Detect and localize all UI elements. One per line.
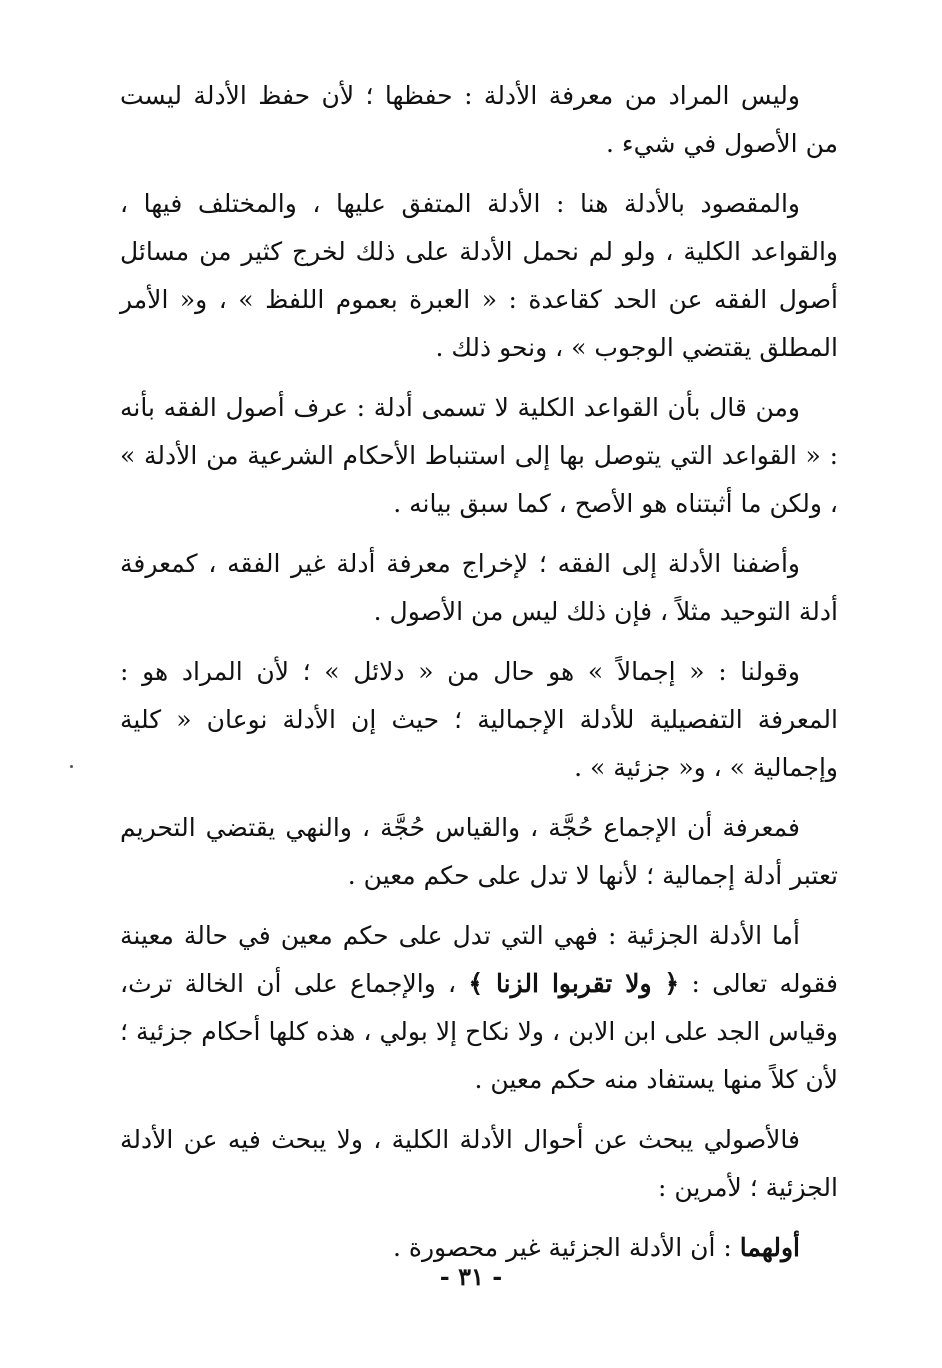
body-text xyxy=(120,72,838,1284)
quran-verse: ﴿ ولا تقربوا الزنا ﴾ xyxy=(468,969,680,998)
paragraph-8: فالأصولي يبحث عن أحوال الأدلة الكلية ، ولا يبحث فيه عن الأدلة الجزئية ؛ لأمرين : xyxy=(120,1125,838,1202)
paragraph-6: فمعرفة أن الإجماع حُجَّة ، والقياس حُجَّة ، والنهي يقتضي التحريم تعتبر أدلة إجمالية ؛ لأنها لا تدل على حكم معين . xyxy=(120,813,838,890)
first-reason-text: : أن الأدلة الجزئية غير محصورة . xyxy=(392,1233,732,1262)
margin-speck xyxy=(70,765,73,768)
paragraph-5: وقولنا : « إجمالاً » هو حال من « دلائل » ؛ لأن المراد هو : المعرفة التفصيلية للأدلة الإجمالية ؛ حيث إن الأدلة نوعان « كلية وإجمالية » ، و« جزئية » . xyxy=(120,657,838,782)
page-number: - ٣١ - xyxy=(439,1262,503,1291)
paragraph-4: وأضفنا الأدلة إلى الفقه ؛ لإخراج معرفة أدلة غير الفقه ، كمعرفة أدلة التوحيد مثلاً ، فإن ذلك ليس من الأصول . xyxy=(120,549,838,626)
first-reason-label: أولهما xyxy=(739,1233,800,1262)
paragraph-7-after: ، والإجماع على أن الخالة ترث، وقياس الجد على ابن الابن ، ولا نكاح إلا بولي ، هذه كلها أحكام جزئية ؛ لأن كلاً منها يستفاد منه حكم معين . xyxy=(120,969,838,1094)
paragraph-1: وليس المراد من معرفة الأدلة : حفظها ؛ لأن حفظ الأدلة ليست من الأصول في شيء . xyxy=(120,81,838,158)
paragraph-3: ومن قال بأن القواعد الكلية لا تسمى أدلة : عرف أصول الفقه بأنه : « القواعد التي يتوصل بها إلى استنباط الأحكام الشرعية من الأدلة » ، ولكن ما أثبتناه هو الأصح ، كما سبق بيانه . xyxy=(120,393,838,518)
paragraph-7-before: أما الأدلة الجزئية : فهي التي تدل على حكم معين في حالة معينة فقوله تعالى : xyxy=(120,921,839,998)
paragraph-2: والمقصود بالأدلة هنا : الأدلة المتفق عليها ، والمختلف فيها ، والقواعد الكلية ، ولو لم نحمل الأدلة على ذلك لخرج كثير من مسائل أصول الفقه عن الحد كقاعدة : « العبرة بعموم اللفظ » ، و« الأمر المطلق يقتضي الوجوب » ، ونحو ذلك . xyxy=(120,189,838,362)
paragraph-7 xyxy=(120,912,838,1104)
